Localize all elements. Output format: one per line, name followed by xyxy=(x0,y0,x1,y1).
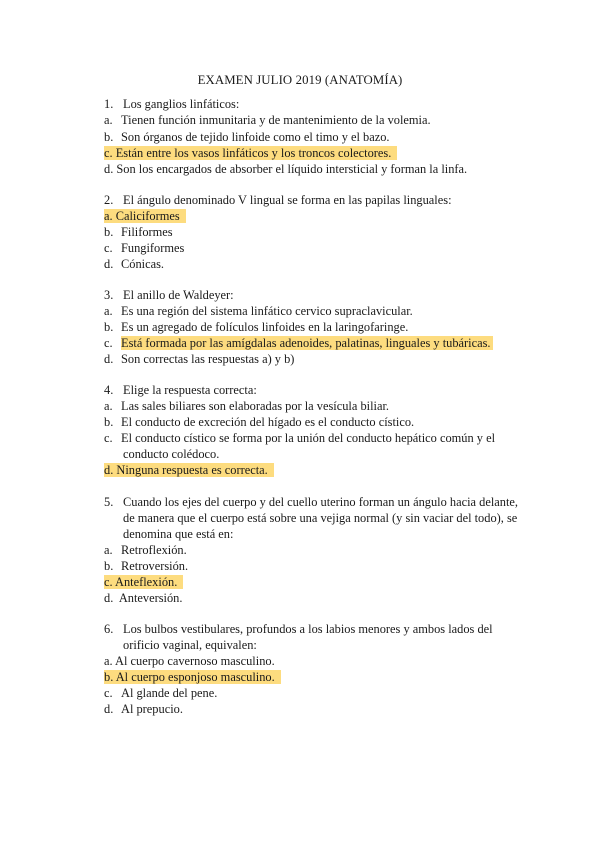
option-4d xyxy=(104,462,274,479)
option-label: a. xyxy=(104,304,113,318)
question-text: El anillo de Waldeyer: xyxy=(123,288,234,302)
question-5-line-3: denomina que está en: xyxy=(123,527,234,541)
option-label: b. xyxy=(104,415,114,429)
option-text: Están entre los vasos linfáticos y los troncos colectores. xyxy=(115,146,392,160)
question-text: El ángulo denominado V lingual se forma en las papilas linguales: xyxy=(123,193,452,207)
correct-answer-highlight xyxy=(104,209,186,223)
option-label: b. xyxy=(104,225,114,239)
question-text: Los ganglios linfáticos: xyxy=(123,97,240,111)
option-label: b. xyxy=(104,559,114,573)
option-text: Anteflexión. xyxy=(115,575,178,589)
question-number: 6. xyxy=(104,622,114,636)
question-5-line-2: de manera que el cuerpo está sobre una vejiga normal (y sin vaciar del todo), se xyxy=(123,511,518,525)
option-label: d. xyxy=(104,257,114,271)
option-1a xyxy=(104,112,431,129)
option-label: c. xyxy=(104,431,113,445)
option-label: d. xyxy=(104,162,114,176)
question-text: Los bulbos vestibulares, profundos a los labios menores y ambos lados del xyxy=(123,622,493,636)
option-2a xyxy=(104,208,186,225)
option-text: Al cuerpo cavernoso masculino. xyxy=(115,654,275,668)
option-label: c. xyxy=(104,146,113,160)
question-text: Cuando los ejes del cuerpo y del cuello uterino forman un ángulo hacia delante, xyxy=(123,495,518,509)
option-2c xyxy=(104,240,184,257)
option-3b xyxy=(104,319,408,336)
option-5d xyxy=(104,590,182,607)
option-4c-continued: conducto colédoco. xyxy=(123,447,220,461)
option-text: Es un agregado de folículos linfoides en la laringofaringe. xyxy=(121,320,409,334)
option-1b xyxy=(104,129,390,146)
option-text: Anteversión. xyxy=(118,591,183,605)
option-4a xyxy=(104,398,389,415)
option-label: b. xyxy=(104,670,114,684)
option-text: Son correctas las respuestas a) y b) xyxy=(121,352,295,366)
option-6b xyxy=(104,669,281,686)
option-label: a. xyxy=(104,209,113,223)
option-4c xyxy=(104,430,495,447)
option-label: c. xyxy=(104,241,113,255)
option-text: El conducto de excreción del hígado es el conducto cístico. xyxy=(121,415,415,429)
question-2 xyxy=(104,192,452,209)
option-6d xyxy=(104,701,183,718)
option-4b xyxy=(104,414,414,431)
question-3 xyxy=(104,287,234,304)
correct-answer-highlight xyxy=(104,575,183,589)
option-text: Al glande del pene. xyxy=(121,686,218,700)
option-text: Al cuerpo esponjoso masculino. xyxy=(115,670,275,684)
question-6 xyxy=(104,621,493,638)
question-4 xyxy=(104,382,257,399)
option-text: Al prepucio. xyxy=(121,702,183,716)
option-label: a. xyxy=(104,399,113,413)
option-text: Ninguna respuesta es correcta. xyxy=(116,463,268,477)
option-text: Las sales biliares son elaboradas por la vesícula biliar. xyxy=(121,399,390,413)
question-number: 4. xyxy=(104,383,114,397)
option-text: Cónicas. xyxy=(121,257,165,271)
option-2b xyxy=(104,224,173,241)
correct-answer-highlight xyxy=(121,336,493,350)
question-number: 5. xyxy=(104,495,114,509)
option-3d xyxy=(104,351,294,368)
question-text: Elige la respuesta correcta: xyxy=(123,383,257,397)
question-5 xyxy=(104,494,518,511)
option-text: Tienen función inmunitaria y de mantenimiento de la volemia. xyxy=(121,113,431,127)
option-3a xyxy=(104,303,413,320)
option-text: Está formada por las amígdalas adenoides, palatinas, linguales y tubáricas. xyxy=(121,336,491,350)
option-5c xyxy=(104,574,183,591)
question-number: 1. xyxy=(104,97,114,111)
option-text: Caliciformes xyxy=(115,209,180,223)
question-number: 3. xyxy=(104,288,114,302)
option-text: Son órganos de tejido linfoide como el timo y el bazo. xyxy=(121,130,390,144)
option-label: d. xyxy=(104,702,114,716)
question-6-line-2: orificio vaginal, equivalen: xyxy=(123,638,257,652)
option-text: Fungiformes xyxy=(121,241,185,255)
correct-answer-highlight xyxy=(104,463,274,477)
option-label: a. xyxy=(104,654,113,668)
option-label: a. xyxy=(104,113,113,127)
correct-answer-highlight xyxy=(104,146,397,160)
question-number: 2. xyxy=(104,193,114,207)
option-text: Retroflexión. xyxy=(121,543,187,557)
option-label: d. xyxy=(104,352,114,366)
correct-answer-highlight xyxy=(104,670,281,684)
option-5b xyxy=(104,558,188,575)
option-1d xyxy=(104,161,467,178)
option-label: c. xyxy=(104,686,113,700)
option-label: a. xyxy=(104,543,113,557)
option-label: c. xyxy=(104,575,113,589)
option-text: Son los encargados de absorber el líquido intersticial y forman la linfa. xyxy=(116,162,468,176)
option-text: Es una región del sistema linfático cervico supraclavicular. xyxy=(121,304,413,318)
option-label: d. xyxy=(104,591,114,605)
option-label: b. xyxy=(104,320,114,334)
option-label: c. xyxy=(104,336,113,350)
option-label: b. xyxy=(104,130,114,144)
option-6c xyxy=(104,685,217,702)
option-5a xyxy=(104,542,187,559)
exam-title: EXAMEN JULIO 2019 (ANATOMÍA) xyxy=(197,73,403,87)
option-2d xyxy=(104,256,164,273)
option-3c xyxy=(104,335,493,352)
question-1 xyxy=(104,96,239,113)
option-text: El conducto cístico se forma por la unión del conducto hepático común y el xyxy=(121,431,496,445)
option-1c xyxy=(104,145,397,162)
option-label: d. xyxy=(104,463,114,477)
option-6a xyxy=(104,653,275,670)
option-text: Retroversión. xyxy=(121,559,189,573)
option-text: Filiformes xyxy=(121,225,173,239)
